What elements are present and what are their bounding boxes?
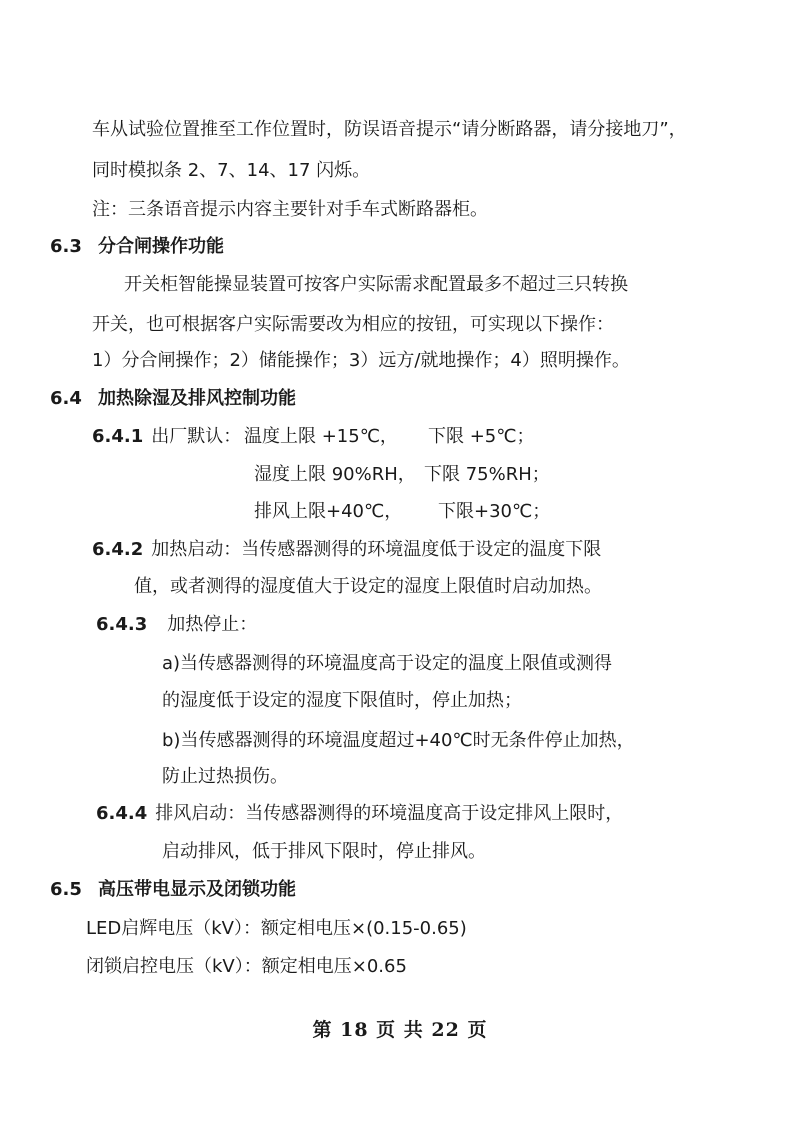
subsection-number: 6.4.3 (96, 614, 148, 635)
body-text: 闭锁启控电压（kV）：额定相电压×0.65 (86, 956, 407, 977)
subsection-6-4-1 (92, 428, 241, 446)
subsection-number: 6.4.2 (92, 539, 144, 560)
body-text: 启动排风，低于排风下限时，停止排风。 (162, 841, 486, 862)
section-number: 6.5 (50, 879, 82, 900)
section-heading-6-3 (50, 238, 224, 256)
body-text: 防止过热损伤。 (162, 766, 288, 787)
subsection-6-4-2 (92, 541, 601, 559)
subsection-label: 加热停止： (167, 614, 258, 635)
page-number: 第 18 页 共 22 页 (312, 1019, 488, 1041)
body-text: 开关柜智能操显装置可按客户实际需求配置最多不超过三只转换 (124, 274, 628, 295)
subsection-text: 加热启动：当传感器测得的环境温度低于设定的温度下限 (151, 539, 602, 560)
section-number: 6.4 (50, 388, 82, 409)
body-text: 开关，也可根据客户实际需要改为相应的按钮，可实现以下操作： (92, 314, 614, 335)
section-title: 加热除湿及排风控制功能 (98, 388, 296, 409)
section-number: 6.3 (50, 236, 82, 257)
default-temp-lower: 下限 +5℃； (428, 426, 535, 447)
body-text: 1）分合闸操作；2）储能操作；3）远方/就地操作；4）照明操作。 (92, 350, 630, 371)
subsection-text: 排风启动：当传感器测得的环境温度高于设定排风上限时， (155, 803, 624, 824)
section-title: 高压带电显示及闭锁功能 (98, 879, 296, 900)
default-exhaust-lower: 下限+30℃； (438, 501, 551, 522)
body-text: 同时模拟条 2、7、14、17 闪烁。 (92, 160, 371, 181)
body-text: 的湿度低于设定的湿度下限值时，停止加热； (162, 690, 522, 711)
default-humidity-upper: 湿度上限 90%RH， (254, 464, 416, 485)
subsection-label: 出厂默认： (151, 426, 242, 447)
subsection-number: 6.4.1 (92, 426, 144, 447)
body-text: LED启辉电压（kV）：额定相电压×(0.15-0.65) (86, 918, 467, 939)
note-text: 注：三条语音提示内容主要针对手车式断路器柜。 (92, 199, 488, 220)
subsection-number: 6.4.4 (96, 803, 148, 824)
body-text: b)当传感器测得的环境温度超过+40℃时无条件停止加热， (162, 730, 635, 751)
default-exhaust-upper: 排风上限+40℃， (254, 501, 403, 522)
body-text: 值，或者测得的湿度值大于设定的湿度上限值时启动加热。 (134, 576, 602, 597)
default-humidity-lower: 下限 75%RH； (424, 464, 550, 485)
section-title: 分合闸操作功能 (98, 236, 224, 257)
section-heading-6-5 (50, 881, 296, 899)
section-heading-6-4 (50, 390, 296, 408)
subsection-6-4-3 (96, 616, 257, 634)
body-text: a)当传感器测得的环境温度高于设定的温度上限值或测得 (162, 653, 613, 674)
subsection-6-4-4 (96, 805, 623, 823)
default-temp-upper: 温度上限 +15℃， (244, 426, 398, 447)
body-text: 车从试验位置推至工作位置时，防误语音提示“请分断路器，请分接地刀”， (92, 119, 687, 140)
